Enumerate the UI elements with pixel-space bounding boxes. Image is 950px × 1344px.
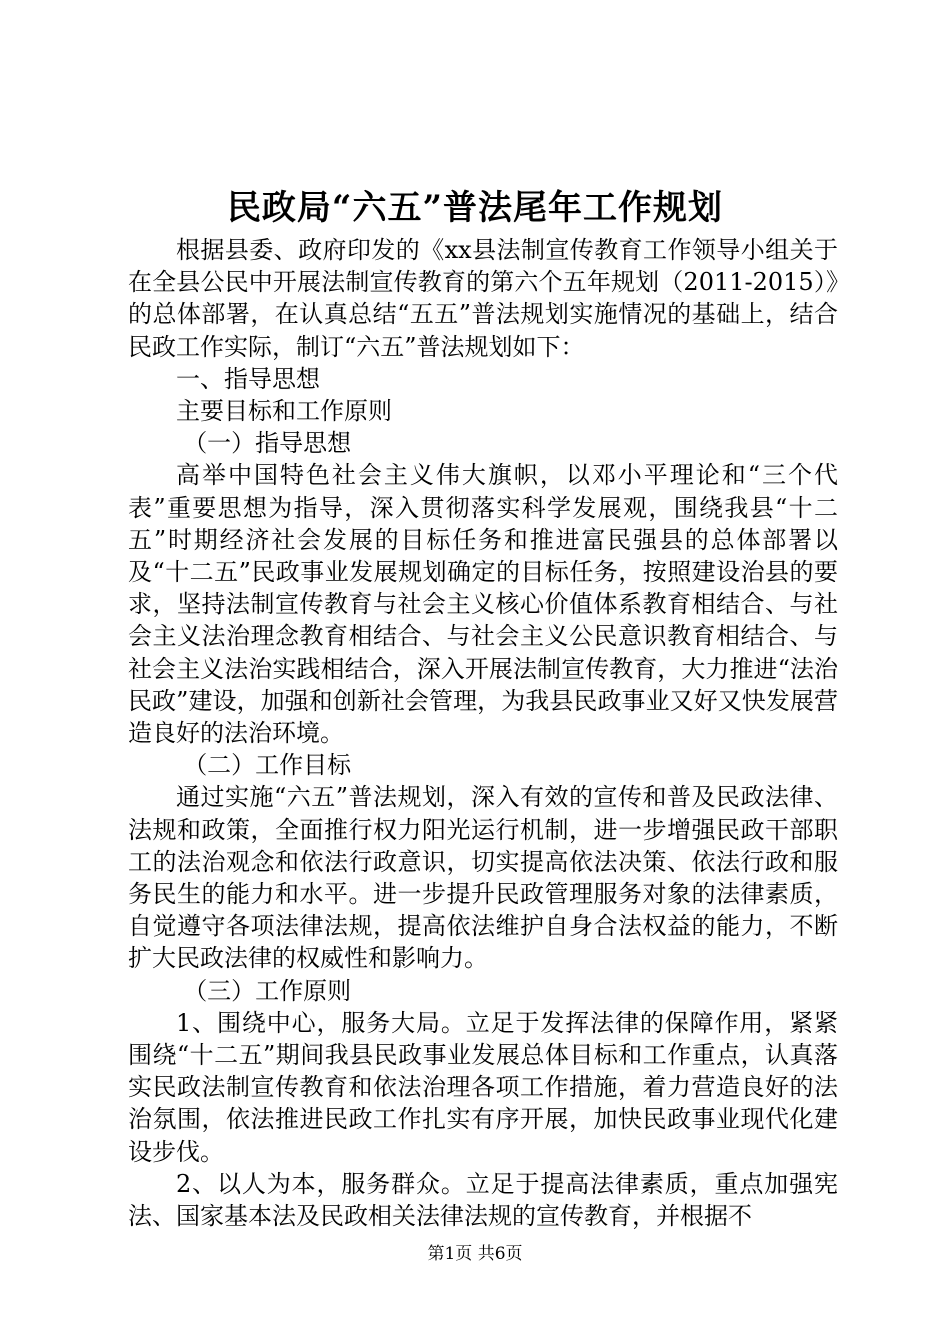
- subsection-heading-2: （二）工作目标: [183, 751, 352, 780]
- section-heading-guiding-ideology: 一、指导思想: [176, 364, 320, 393]
- guiding-ideology-paragraph: 高举中国特色社会主义伟大旗帜，以邓小平理论和“三个代表”重要思想为指导，深入贯彻落实科学发展观，围绕我县“十二五”时期经济社会发展的目标任务和推进富民强县的总体部署以及“十二五”民政事业发展规划确定的目标任务，按照建设治县的要求，坚持法制宣传教育与社会主义核心价值体系教育相结合、与社会主义法治理念教育相结合、与社会主义公民意识教育相结合、与社会主义法治实践相结合，深入开展法制宣传教育，大力推进“法治民政”建设，加强和创新社会管理，为我县民政事业又好又快发展营造良好的法治环境。: [128, 461, 838, 748]
- subsection-heading-3: （三）工作原则: [183, 976, 352, 1005]
- page-number: 第1页 共6页: [427, 1244, 523, 1264]
- intro-paragraph: 根据县委、政府印发的《xx县法制宣传教育工作领导小组关于在全县公民中开展法制宣传教育的第六个五年规划（2011-2015）》的总体部署，在认真总结“五五”普法规划实施情况的基础上，结合民政工作实际，制订“六五”普法规划如下：: [128, 236, 838, 361]
- document-title: 民政局“六五”普法尾年工作规划: [226, 188, 724, 228]
- section-heading-goals-principles: 主要目标和工作原则: [176, 397, 392, 426]
- document-body: [128, 234, 838, 1232]
- subsection-heading-1: （一）指导思想: [183, 429, 352, 458]
- work-goals-paragraph: 通过实施“六五”普法规划，深入有效的宣传和普及民政法律、法规和政策，全面推行权力阳光运行机制，进一步增强民政干部职工的法治观念和依法行政意识，切实提高依法决策、依法行政和服务民生的能力和水平。进一步提升民政管理服务对象的法律素质，自觉遵守各项法律法规，提高依法维护自身合法权益的能力，不断扩大民政法律的权威性和影响力。: [128, 783, 838, 973]
- principle-2-paragraph: 2、以人为本，服务群众。立足于提高法律素质，重点加强宪法、国家基本法及民政相关法律法规的宣传教育，并根据不: [128, 1169, 838, 1231]
- principle-1-paragraph: 1、围绕中心，服务大局。立足于发挥法律的保障作用，紧紧围绕“十二五”期间我县民政事业发展总体目标和工作重点，认真落实民政法制宣传教育和依法治理各项工作措施，着力营造良好的法治氛围，依法推进民政工作扎实有序开展，加快民政事业现代化建设步伐。: [128, 1008, 838, 1166]
